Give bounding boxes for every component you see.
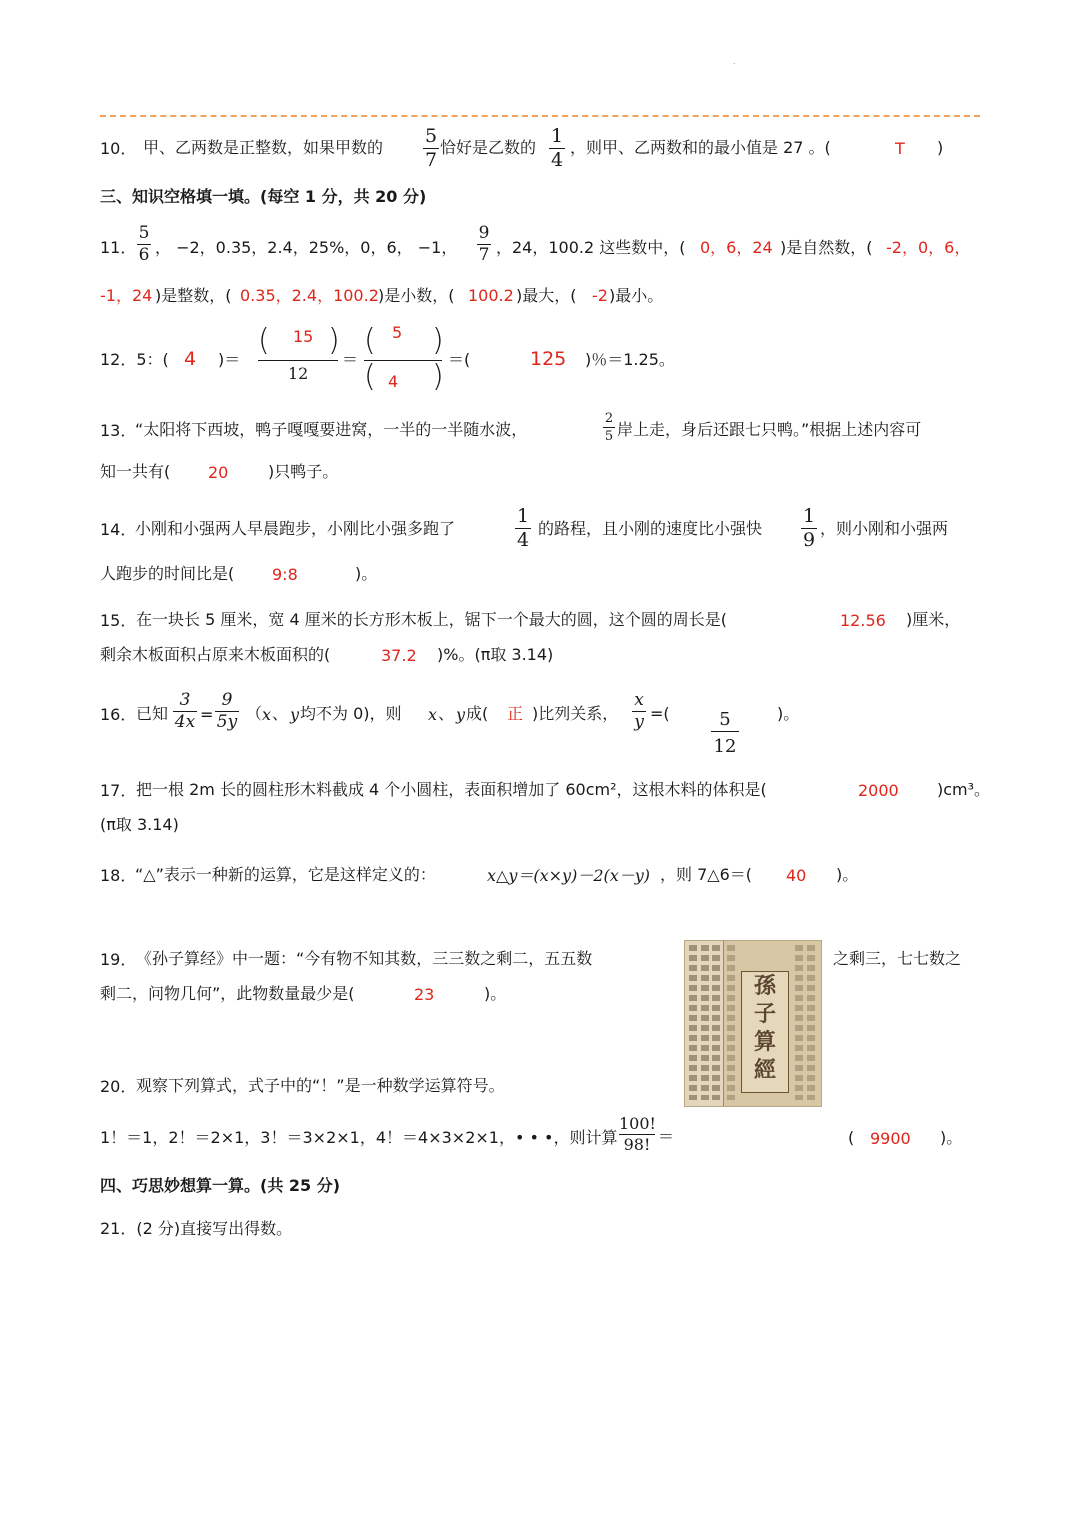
q11-answer-min: -2 [592,286,608,305]
q11-answer-decimal: 0.35，2.4，100.2 [240,286,379,305]
q16-text-7: )。 [777,704,800,723]
q15-answer-1: 12.56 [840,611,886,630]
q13-text-4: )只鸭子。 [268,462,339,481]
q14-text-1: 小刚和小强两人早晨跑步，小刚比小强多跑了 [135,519,456,538]
q17-text-2: )cm³。 [937,780,991,799]
q16-text-6: =( [650,704,670,723]
q10-text-2: 恰好是乙数的 [440,138,537,157]
q11-text-4: )是整数，( [155,286,232,305]
q16-text-3: 均不为 0)，则 [300,704,402,723]
q20-text-3: ( [848,1128,855,1147]
book-left-page [685,941,724,1106]
q14-text-2: 的路程，且小刚的速度比小强快 [538,519,763,538]
q18-answer: 40 [786,866,807,885]
q11-text-2: ，24，100.2 这些数中，( [496,238,686,257]
book-title-label: 孫 子 算 經 [741,971,789,1093]
q14-fraction-2: 1 9 [802,505,816,551]
q13-text-3: 知一共有( [100,462,171,481]
q12-answer-3: 5 [392,323,403,342]
q16-var-x2: x [428,705,438,724]
section-3-heading: 三、知识空格填一填。(每空 1 分，共 20 分) [100,187,427,206]
q11-text-7: )最小。 [609,286,664,305]
q10-fraction-2: 1 4 [550,125,564,171]
q16-text-4: 成( [466,704,489,723]
q11-number: 11． [100,238,137,257]
q11-text-5: )是小数，( [378,286,455,305]
q19-number: 19． [100,950,137,969]
q20-text-2: 1！＝1，2！＝2×1，3！＝3×2×1，4！＝4×3×2×1，• • •，则计算 [100,1128,618,1147]
header-divider [100,115,980,117]
q16-var-y: y [290,705,300,724]
q16-text-5: )比列关系， [532,704,619,723]
q13-answer: 20 [208,463,229,482]
q20-fraction: 100! 98! [619,1114,656,1154]
sunzi-suanjing-book-image [684,940,822,1107]
q10-fraction-1: 5 7 [424,125,438,171]
q15-text-4: )%。(π取 3.14) [437,645,554,664]
q10-text-1: 甲、乙两数是正整数，如果甲数的 [143,138,384,157]
q13-text-2: 岸上走，身后还跟七只鸭。”根据上述内容可 [617,420,922,439]
q12-number: 12．5：( [100,350,169,369]
q20-text-1: 观察下列算式，式子中的“！”是一种数学运算符号。 [136,1076,505,1095]
q13-number: 13． [100,421,137,440]
q16-fraction-3: x y [632,692,646,731]
q14-text-3: ，则小刚和小强两 [820,519,949,538]
q11-fraction-1: 5 6 [138,223,150,265]
q13-text-1: “太阳将下西坡，鸭子嘎嘎要进窝，一半的一半随水波， [135,420,528,439]
q18-expression: x△y＝(x×y)－2(x－y) [487,866,651,885]
q20-equals: ＝ [658,1127,675,1146]
q17-answer: 2000 [858,781,899,800]
q16-fraction-2: 9 5y [216,690,238,732]
header-dot: . [733,57,736,66]
q17-text-3: (π取 3.14) [100,815,179,834]
q16-var-y2: y [456,705,466,724]
q16-var-x: x [262,705,272,724]
q14-text-5: )。 [355,564,378,583]
q13-fraction: 2 5 [604,411,614,444]
q19-text-1b: 之剩三，七七数之 [833,949,962,968]
q12-paren-right-1: ) [328,323,340,358]
q12-paren-right-2: ) [432,323,444,358]
q14-fraction-1: 1 4 [516,505,530,551]
q14-text-4: 人跑步的时间比是( [100,564,235,583]
q18-text-1: “△”表示一种新的运算，它是这样定义的： [135,865,436,884]
q19-answer: 23 [414,985,435,1004]
q10-number: 10． [100,139,137,158]
q20-text-4: )。 [940,1128,963,1147]
q10-answer: T [895,139,905,158]
q17-number: 17． [100,781,137,800]
q12-paren-left-1: ( [258,323,270,358]
q20-number: 20． [100,1077,137,1096]
q18-number: 18． [100,866,137,885]
q19-text-1: 《孙子算经》中一题：“今有物不知其数，三三数之剩二，五五数 [136,949,593,968]
q16-number: 16． [100,705,137,724]
q18-text-3: )。 [836,865,859,884]
q15-answer-2: 37.2 [381,646,417,665]
q11-answer-integer-b: -1，24 [100,286,153,305]
q12-answer-2: 15 [293,327,314,346]
q12-paren-left-2: ( [364,323,376,358]
q12-denominator: 12 [288,364,309,383]
q11-answer-natural: 0，6，24 [700,238,773,257]
q12-answer-1: 4 [184,348,197,370]
q15-text-3: 剩余木板面积占原来木板面积的( [100,645,331,664]
q16-sep: 、 [272,704,289,723]
q16-answer-1: 正 [507,704,524,723]
q10-close: ) [937,138,944,157]
q16-sep2: 、 [438,704,455,723]
q19-text-2: 剩二，问物几何”，此物数量最少是( [100,984,355,1003]
q12-answer-4: 4 [388,372,399,391]
q15-number: 15． [100,611,137,630]
q11-text-6: )最大，( [516,286,577,305]
q11-fraction-2: 9 7 [478,223,490,265]
q11-text-1: ， −2，0.35，2.4，25%，0，6， −1， [155,238,458,257]
q14-answer: 9:8 [272,565,298,584]
q16-text-2: （ [246,704,263,723]
q19-text-3: )。 [484,984,507,1003]
section-4-heading: 四、巧思妙想算一算。(共 25 分) [100,1176,341,1195]
q12-answer-5: 125 [530,348,567,370]
q16-equals: = [200,705,214,724]
question-21: 21．(2 分)直接写出得数。 [100,1219,293,1238]
q16-fraction-1: 3 4x [174,690,196,732]
q14-number: 14． [100,520,137,539]
q18-text-2: ，则 7△6＝( [660,865,752,884]
q20-answer: 9900 [870,1129,911,1148]
q11-text-3: )是自然数，( [780,238,873,257]
q12-equals-2: ＝( [448,350,471,369]
q12-fraction-bar-1 [258,360,338,361]
q12-equals: ＝ [342,350,359,369]
q17-text-1: 把一根 2m 长的圆柱形木料截成 4 个小圆柱，表面积增加了 60cm²，这根木料的体积是( [136,780,767,799]
q11-answer-integer-a: -2，0，6， [886,238,971,257]
q16-text-1: 已知 [136,704,169,723]
q10-text-3: ，则甲、乙两数和的最小值是 27 。( [570,138,831,157]
q11-answer-max: 100.2 [468,286,514,305]
q15-text-1: 在一块长 5 厘米，宽 4 厘米的长方形木板上，锯下一个最大的圆，这个圆的周长是( [136,610,727,629]
q12-text-end: )％＝1.25。 [585,350,675,369]
q12-paren-right-3: ) [432,359,444,394]
q12-close-1: )＝ [218,350,241,369]
q16-answer-2: 5 12 [711,711,739,756]
q15-text-2: )厘米， [906,610,961,629]
q12-paren-left-3: ( [364,359,376,394]
